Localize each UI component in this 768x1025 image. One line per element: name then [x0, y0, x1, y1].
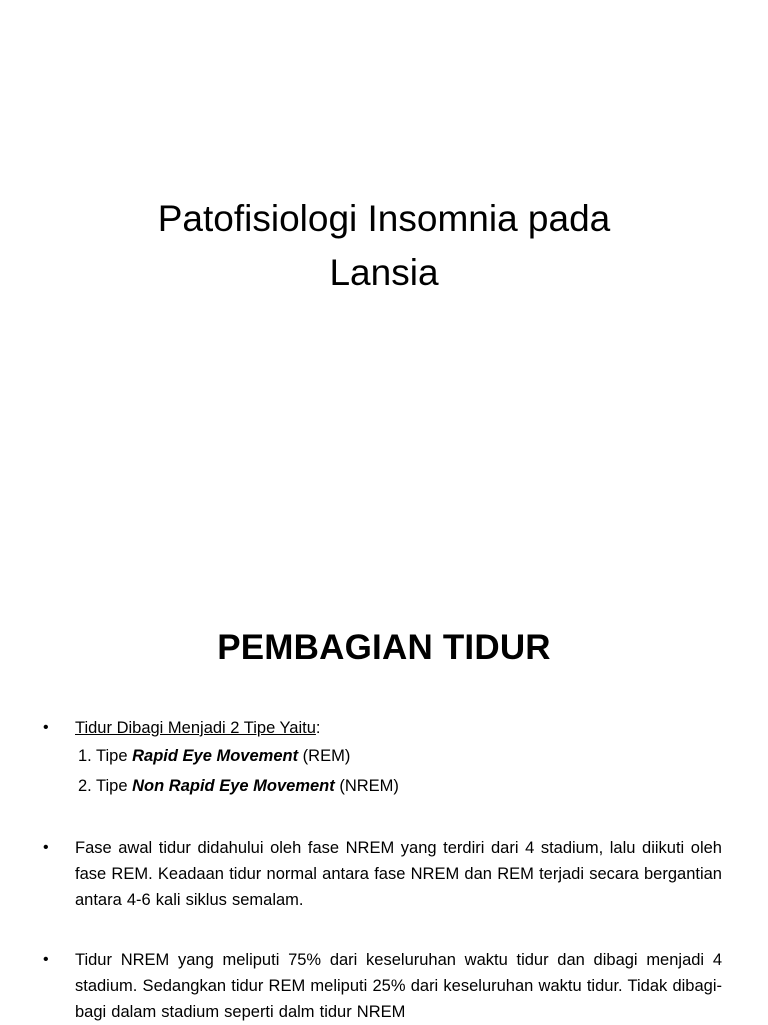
type-item-rem-prefix: 1. Tipe [78, 747, 133, 765]
slide-title-text [60, 192, 708, 300]
type-item-rem-emph: Rapid Eye Movement [132, 747, 299, 765]
type-item-rem-suffix: (REM) [298, 747, 351, 765]
type-item-nrem-suffix: (NREM) [334, 777, 399, 795]
bullet-phase-text: Fase awal tidur didahului oleh fase NREM yang terdiri dari 4 stadium, lalu diikuti oleh fase REM. Keadaan tidur normal antara fase NREM dan REM terjadi secara bergantian antara 4-6 kali siklus semalam. [75, 839, 722, 909]
bullet-list [40, 715, 722, 1025]
bullet-dot: • [43, 951, 49, 968]
bullet-nrem-text: Tidur NREM yang meliputi 75% dari keseluruhan waktu tidur dan dibagi menjadi 4 stadium. Sedangkan tidur REM meliputi 25% dari keseluruhan waktu tidur. Tidak dibagi-bagi dalam stadium seperti dalm tidur NREM [75, 951, 722, 1021]
bullet-lead-text: Tidur Dibagi Menjadi 2 Tipe Yaitu [75, 719, 316, 737]
type-item-nrem [75, 771, 722, 801]
slide-pembagian-tidur [0, 576, 768, 1024]
type-item-rem [75, 741, 722, 771]
bullet-dot: • [43, 839, 49, 856]
bullet-lead-colon: : [315, 719, 321, 737]
title-line-1: Patofisiologi Insomnia pada [157, 198, 611, 239]
bullet-item-nrem [40, 947, 722, 1025]
slide-heading: PEMBAGIAN TIDUR [217, 628, 551, 667]
type-item-nrem-emph: Non Rapid Eye Movement [132, 777, 335, 795]
bullet-item-types [40, 715, 722, 801]
bullet-lead-line [75, 719, 321, 737]
title-line-2: Lansia [329, 252, 439, 293]
bullet-item-phase [40, 835, 722, 913]
type-item-nrem-prefix: 2. Tipe [78, 777, 133, 795]
bullet-dot: • [43, 719, 49, 736]
